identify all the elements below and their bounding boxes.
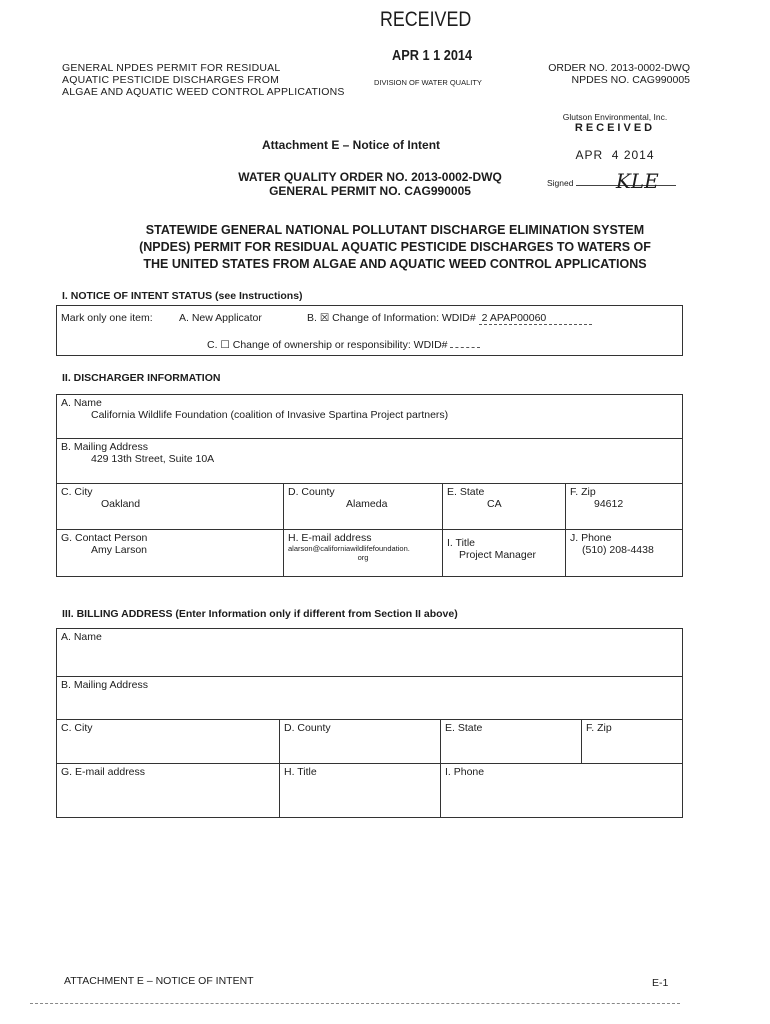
email-label: H. E-mail address xyxy=(288,532,372,544)
billing-zip-field[interactable]: F. Zip xyxy=(586,722,612,734)
signed-label: Signed xyxy=(547,178,574,188)
option-b-change-info[interactable] xyxy=(303,310,596,327)
billing-address-field[interactable]: B. Mailing Address xyxy=(61,679,148,691)
address-label: B. Mailing Address xyxy=(61,441,148,453)
received-stamp xyxy=(374,8,510,87)
state-label: E. State xyxy=(447,486,485,498)
zip-label: F. Zip xyxy=(570,486,596,498)
billing-county-field[interactable]: D. County xyxy=(284,722,331,734)
city-label: C. City xyxy=(61,486,93,498)
zip-cell[interactable] xyxy=(566,484,682,512)
option-c-label: C. ☐ Change of ownership or responsibility: WDID# xyxy=(207,339,448,351)
stamp-received: RECEIVED xyxy=(574,122,656,134)
footer-left: ATTACHMENT E – NOTICE OF INTENT xyxy=(64,975,254,987)
address-value: 429 13th Street, Suite 10A xyxy=(91,453,215,465)
page-number: E-1 xyxy=(652,977,669,989)
email-value: alarson@californiawildlifefoundation. xyxy=(288,544,410,553)
main-title xyxy=(40,222,750,273)
contact-label: G. Contact Person xyxy=(61,532,148,544)
permit-header xyxy=(62,62,345,98)
received-stamp-title: RECEIVED xyxy=(380,8,472,31)
billing-phone-field[interactable]: I. Phone xyxy=(445,766,485,778)
order-line: WATER QUALITY ORDER NO. 2013-0002-DWQ xyxy=(238,170,502,184)
mailing-address-cell[interactable] xyxy=(57,439,682,467)
order-number: ORDER NO. 2013-0002-DWQ xyxy=(548,62,690,74)
bottom-edge-line xyxy=(30,1003,680,1004)
county-label: D. County xyxy=(288,486,335,498)
wdid-b-field[interactable]: 2 APAP00060 xyxy=(479,312,592,325)
email-cell[interactable] xyxy=(284,530,442,564)
email-value-cont: org xyxy=(357,553,369,562)
received-stamp-division: DIVISION OF WATER QUALITY xyxy=(374,78,482,87)
title-cell[interactable] xyxy=(443,535,565,563)
contact-value: Amy Larson xyxy=(91,544,148,556)
mark-only-label: Mark only one item: xyxy=(61,312,153,324)
billing-state-field[interactable]: E. State xyxy=(445,722,483,734)
billing-city-field[interactable]: C. City xyxy=(61,722,93,734)
contact-person-cell[interactable] xyxy=(57,530,283,558)
signature-line xyxy=(547,169,687,193)
option-b-label: B. ☒ Change of Information: WDID# xyxy=(307,312,476,324)
option-a-new-applicator[interactable]: A. New Applicator xyxy=(179,312,262,324)
state-value: CA xyxy=(487,498,502,510)
city-cell[interactable] xyxy=(57,484,283,512)
billing-name-field[interactable]: A. Name xyxy=(61,631,102,643)
county-cell[interactable] xyxy=(284,484,442,512)
zip-value: 94612 xyxy=(594,498,624,510)
billing-email-field[interactable]: G. E-mail address xyxy=(61,766,146,778)
city-value: Oakland xyxy=(101,498,141,510)
section-1-title: I. NOTICE OF INTENT STATUS (see Instructions) xyxy=(62,290,303,302)
title-line: STATEWIDE GENERAL NATIONAL POLLUTANT DISCHARGE ELIMINATION SYSTEM xyxy=(145,223,645,237)
option-c-change-ownership[interactable] xyxy=(203,337,484,353)
county-value: Alameda xyxy=(346,498,388,510)
phone-value: (510) 208-4438 xyxy=(582,544,654,556)
billing-title-field[interactable]: H. Title xyxy=(284,766,317,778)
phone-cell[interactable] xyxy=(566,530,682,558)
npdes-number: NPDES NO. CAG990005 xyxy=(571,74,690,86)
title-line: THE UNITED STATES FROM ALGAE AND AQUATIC WEED CONTROL APPLICATIONS xyxy=(143,257,647,271)
order-lines xyxy=(200,170,540,198)
name-value: California Wildlife Foundation (coalition of Invasive Spartina Project partners) xyxy=(91,409,449,421)
signature: KLE xyxy=(615,169,659,193)
discharger-info-table xyxy=(56,394,683,577)
title-label: I. Title xyxy=(447,537,476,549)
wdid-c-field[interactable] xyxy=(450,347,480,348)
consultant-received-stamp xyxy=(540,112,690,162)
received-stamp-date: APR 1 1 2014 xyxy=(392,47,473,64)
stamp-date: APR 4 2014 xyxy=(575,148,655,162)
name-label: A. Name xyxy=(61,397,102,409)
header-line: GENERAL NPDES PERMIT FOR RESIDUAL xyxy=(62,62,281,74)
state-cell[interactable] xyxy=(443,484,565,512)
order-line: GENERAL PERMIT NO. CAG990005 xyxy=(269,184,471,198)
header-line: ALGAE AND AQUATIC WEED CONTROL APPLICATIONS xyxy=(62,86,345,98)
phone-label: J. Phone xyxy=(570,532,612,544)
noi-status-box xyxy=(56,305,683,356)
attachment-title: Attachment E – Notice of Intent xyxy=(262,138,441,152)
title-value: Project Manager xyxy=(459,549,537,561)
order-header xyxy=(548,62,690,86)
name-cell[interactable] xyxy=(57,395,682,423)
billing-address-table xyxy=(56,628,683,818)
header-line: AQUATIC PESTICIDE DISCHARGES FROM xyxy=(62,74,280,86)
section-3-title: III. BILLING ADDRESS (Enter Information only if different from Section II above) xyxy=(62,608,458,620)
title-line: (NPDES) PERMIT FOR RESIDUAL AQUATIC PESTICIDE DISCHARGES TO WATERS OF xyxy=(139,240,651,254)
signature-underline xyxy=(576,169,676,193)
section-2-title: II. DISCHARGER INFORMATION xyxy=(62,372,221,384)
stamp-company: Glutson Environmental, Inc. xyxy=(562,112,668,122)
